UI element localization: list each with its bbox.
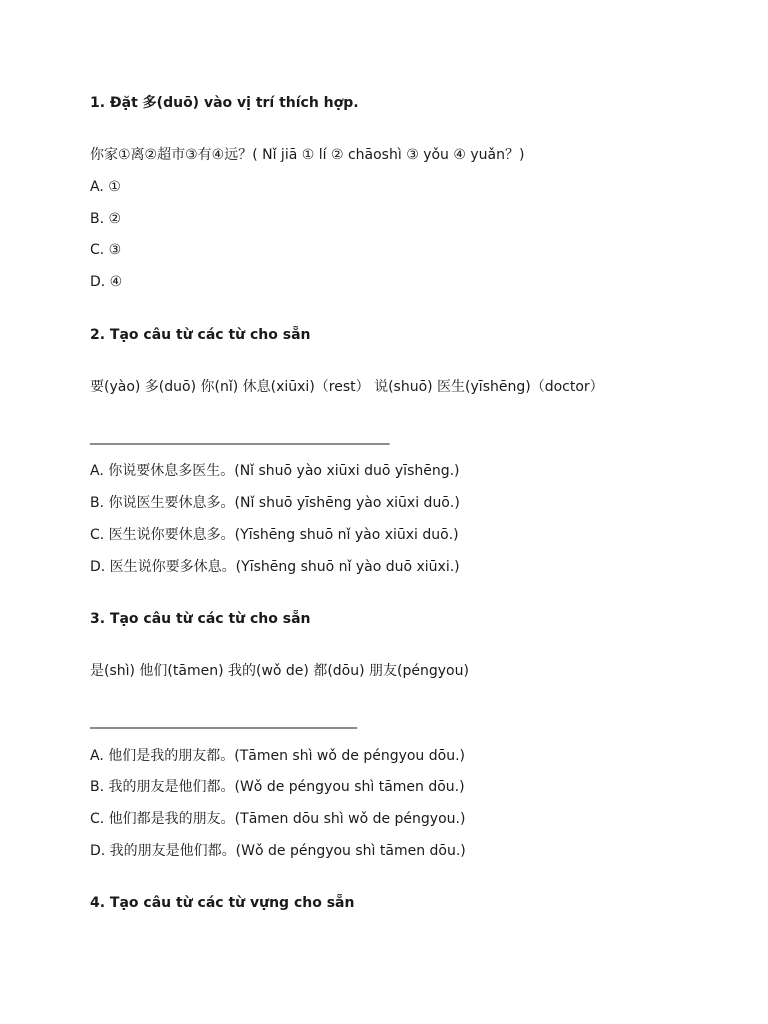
question-3-prompt: 是(shì) 他们(tāmen) 我的(wǒ de) 都(dōu) 朋友(péngyou) <box>90 663 469 679</box>
question-1-prompt: 你家①离②超市③有④远？( Nǐ jiā ① lí ② chāoshì ③ yǒu ④ yuǎn？) <box>90 147 525 163</box>
question-3-option-b: B. 我的朋友是他们都。(Wǒ de péngyou shì tāmen dōu.) <box>90 779 465 795</box>
question-2-option-d: D. 医生说你要多休息。(Yīshēng shuō nǐ yào duō xiūxi.) <box>90 559 460 575</box>
question-2-option-b: B. 你说医生要休息多。(Nǐ shuō yīshēng yào xiūxi duō.) <box>90 495 460 511</box>
question-1-option-a: A. ① <box>90 179 121 195</box>
question-2-prompt: 要(yào) 多(duō) 你(nǐ) 休息(xiūxi)（rest） 说(shuō) 医生(yīshēng)（doctor） <box>90 379 604 395</box>
question-3-title: 3. Tạo câu từ các từ cho sẵn <box>90 611 311 627</box>
question-3-option-a: A. 他们是我的朋友都。(Tāmen shì wǒ de péngyou dōu.) <box>90 748 465 764</box>
question-3-answer-blank: _________________________________________ <box>90 713 357 729</box>
question-4-title: 4. Tạo câu từ các từ vựng cho sẵn <box>90 895 355 911</box>
question-1-option-b: B. ② <box>90 211 122 227</box>
question-1-title: 1. Đặt 多(duō) vào vị trí thích hợp. <box>90 95 359 111</box>
question-3-option-d: D. 我的朋友是他们都。(Wǒ de péngyou shì tāmen dōu.) <box>90 843 466 859</box>
question-2-option-c: C. 医生说你要休息多。(Yīshēng shuō nǐ yào xiūxi duō.) <box>90 527 459 543</box>
question-1-option-c: C. ③ <box>90 242 122 258</box>
question-3-option-c: C. 他们都是我的朋友。(Tāmen dōu shì wǒ de péngyou.) <box>90 811 466 827</box>
question-2-answer-blank: ______________________________________________ <box>90 429 389 445</box>
question-2-title: 2. Tạo câu từ các từ cho sẵn <box>90 327 311 343</box>
question-1-option-d: D. ④ <box>90 274 123 290</box>
question-2-option-a: A. 你说要休息多医生。(Nǐ shuō yào xiūxi duō yīshēng.) <box>90 463 460 479</box>
